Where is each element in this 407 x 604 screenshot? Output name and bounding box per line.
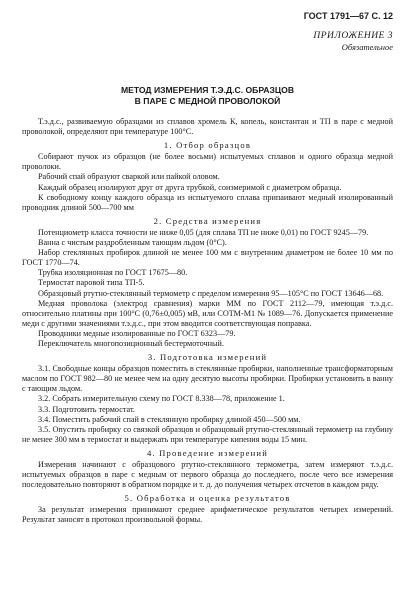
section-5-paragraph: За результат измерения принимают среднее арифметическое результатов четырех измерений. Результат заносят в протокол произвольной формы.: [22, 505, 393, 525]
section-2-heading: 2. Средства измерения: [153, 215, 262, 226]
section-2-paragraph: Переключатель многопозиционный бестермоточный.: [38, 338, 224, 348]
section-5-heading: 5. Обработка и оценка результатов: [124, 493, 291, 504]
title-line-2: В ПАРЕ С МЕДНОЙ ПРОВОЛОКОЙ: [134, 95, 281, 106]
section-1-paragraph: Каждый образец изолируют друг от друга трубкой, соизмеримой с диаметром образца.: [38, 182, 342, 192]
section-3-paragraph: 3.3. Подготовить термостат.: [38, 404, 135, 414]
appendix-status: Обязательное: [341, 42, 393, 52]
section-2-paragraph: Трубка изоляционная по ГОСТ 17675—80.: [38, 268, 188, 278]
intro-paragraph: Т.э.д.с., развиваемую образцами из сплавов хромель К, копель, константан и ТП в паре с медной проволокой, определяют при температуре 100°С.: [22, 117, 393, 137]
section-3-heading: 3. Подготовка измерений: [147, 352, 268, 363]
section-1-paragraph: Собирают пучок из образцов (не более восьми) испытуемых сплавов и одного образца медной проволоки.: [22, 152, 393, 172]
section-2-paragraph: Проводники медные изолированные по ГОСТ 6323—79.: [38, 328, 236, 338]
section-2-paragraph: Медная проволока (электрод сравнения) марки ММ по ГОСТ 2112—79, имеющая т.э.д.с. относительно платины при 100°С (0,76±0,005) мВ, или СОТМ-М1 № 1089—76. Допускается применение меди с другими значениями т.э.д.с., при этом вводится соответствующая поправка.: [22, 298, 393, 328]
section-4-heading: 4. Проведение измерений: [146, 447, 269, 458]
section-1-paragraph: К свободному концу каждого образца из испытуемого сплава припаивают медный изолированный проводник длиной 500—700 мм: [22, 192, 393, 212]
section-3-paragraph: 3.1. Свободные концы образцов поместить в стеклянные пробирки, наполненные трансформаторным маслом по ГОСТ 982—80 не менее чем на одну десятую высоты пробирки. Пробирки установить в ванну с тающим льдом.: [22, 364, 393, 394]
section-1-paragraph: Рабочий спай образуют сваркой или пайкой оловом.: [38, 172, 220, 182]
document-title: [22, 85, 393, 106]
title-line-1: МЕТОД ИЗМЕРЕНИЯ Т.Э.Д.С. ОБРАЗЦОВ: [120, 85, 295, 95]
section-2-paragraph: Ванна с чистым раздробленным тающим льдом (0°С).: [38, 238, 227, 248]
appendix-label: ПРИЛОЖЕНИЕ 3: [313, 31, 393, 41]
section-2-paragraph: Набор стеклянных пробирок длиной не менее 100 мм с внутренним диаметром не более 10 мм по ГОСТ 1770—74.: [22, 248, 393, 268]
section-2-paragraph: Образцовый ртутно-стеклянный термометр с пределом измерения 95—105°С по ГОСТ 13646—68.: [38, 288, 384, 298]
section-2-paragraph: Потенциометр класса точности не ниже 0,05 (для сплава ТП не ниже 0,01) по ГОСТ 9245—79.: [38, 227, 369, 237]
appendix-block: [313, 30, 393, 53]
section-3-paragraph: 3.2. Собрать измерительную схему по ГОСТ 8.338—78, приложение 1.: [38, 394, 285, 404]
section-3-paragraph: 3.5. Опустить пробирку со связкой образцов и образцовый ртутно-стеклянный термометр на глубину не менее 300 мм в термостат и выдержать при температуре кипения воды 15 мин.: [22, 424, 393, 444]
section-3-paragraph: 3.4. Поместить рабочий спай в стеклянную пробирку длиной 450—500 мм.: [38, 414, 301, 424]
section-2-paragraph: Термостат паровой типа ТП-5.: [38, 278, 145, 288]
page-header: ГОСТ 1791—67 С. 12: [303, 11, 393, 21]
section-4-paragraph: Измерения начинают с образцового ртутно-стеклянного термометра, затем измеряют т.э.д.с. испытуемых образцов в паре с медным от первого образца до последнего, после чего все измерения последовательно повторяют в обратном порядке и т. д. до получения четырех отсчетов в каждом ряду.: [22, 460, 393, 490]
document-body: [22, 117, 393, 526]
section-1-heading: 1. Отбор образцов: [163, 140, 252, 151]
